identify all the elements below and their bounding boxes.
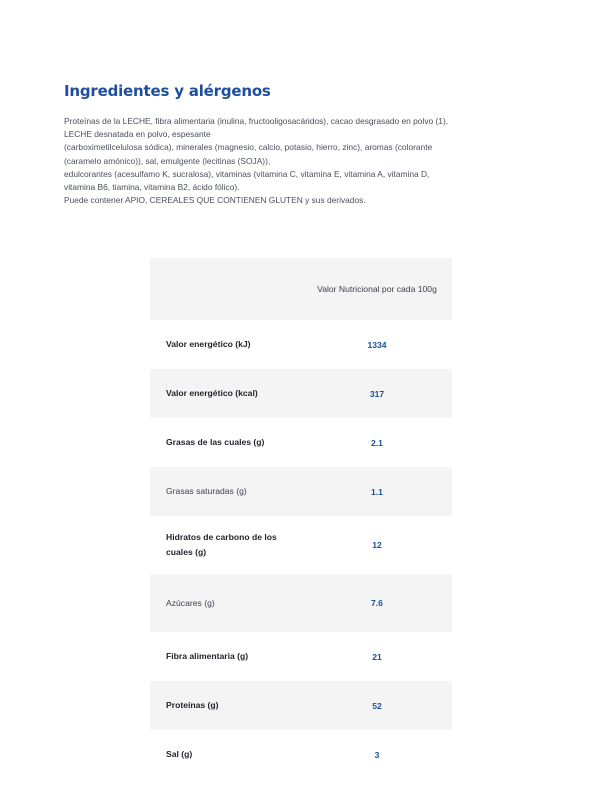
nutrient-label: Azúcares (g) [166,597,215,608]
nutrient-label: Hidratos de carbono de los cuales (g) [166,532,277,557]
nutrient-value: 1334 [367,339,387,350]
nutrient-label: Grasas saturadas (g) [166,486,247,496]
table-row [150,320,452,369]
table-row [150,516,452,574]
table-row [150,574,452,632]
nutrient-label: Valor energético (kJ) [166,339,251,349]
ingredients-line: LECHE desnatada en polvo, espesante [64,129,211,140]
table-row [150,681,452,730]
nutrient-label: Proteínas (g) [166,700,219,710]
table-row [150,632,452,681]
table-row [150,369,452,418]
nutrient-value: 317 [369,388,385,399]
section-title: Ingredientes y alérgenos [64,82,271,100]
nutrient-label: Fibra alimentaria (g) [166,651,249,661]
header-nutrient [150,258,302,320]
nutrient-value: 1.1 [371,486,383,497]
ingredients-line: Proteínas de la LECHE, fibra alimentaria (inulina, fructooligosacáridos), cacao desgrasado en polvo (1), [64,116,449,126]
table-row [150,730,452,779]
nutrient-value: 12 [372,540,382,550]
nutrient-label: Sal (g) [166,749,193,759]
ingredients-line: Puede contener APIO, CEREALES QUE CONTIENEN GLUTEN y sus derivados. [64,195,366,206]
ingredients-line: edulcorantes (acesulfamo K, sucralosa), vitaminas (vitamina C, vitamina E, vitamina A, vitamina D, [64,168,430,179]
ingredients-line: (carboximetilcelulosa sódica), minerales (magnesio, calcio, potasio, hierro, zinc), aromas (colorante [64,142,433,153]
table-row [150,467,452,516]
nutrient-value: 21 [372,651,382,662]
nutrient-label: Grasas de las cuales (g) [166,437,265,447]
nutrient-value: 2.1 [371,437,383,448]
table-row [150,418,452,467]
nutrient-value: 7.6 [371,598,383,608]
nutrition-table [150,258,452,779]
nutrition-table-header [150,258,452,320]
ingredients-text [64,115,554,207]
nutrient-label: Valor energético (kcal) [166,388,258,398]
header-value: Valor Nutricional por cada 100g [317,284,437,294]
nutrient-value: 3 [374,749,380,760]
ingredients-line: vitamina B6, tiamina, vitamina B2, ácido fólico). [64,182,240,193]
nutrient-value: 52 [372,700,382,711]
ingredients-line: (caramelo amónico)), sal, emulgente (lecitinas (SOJA)), [64,155,271,166]
